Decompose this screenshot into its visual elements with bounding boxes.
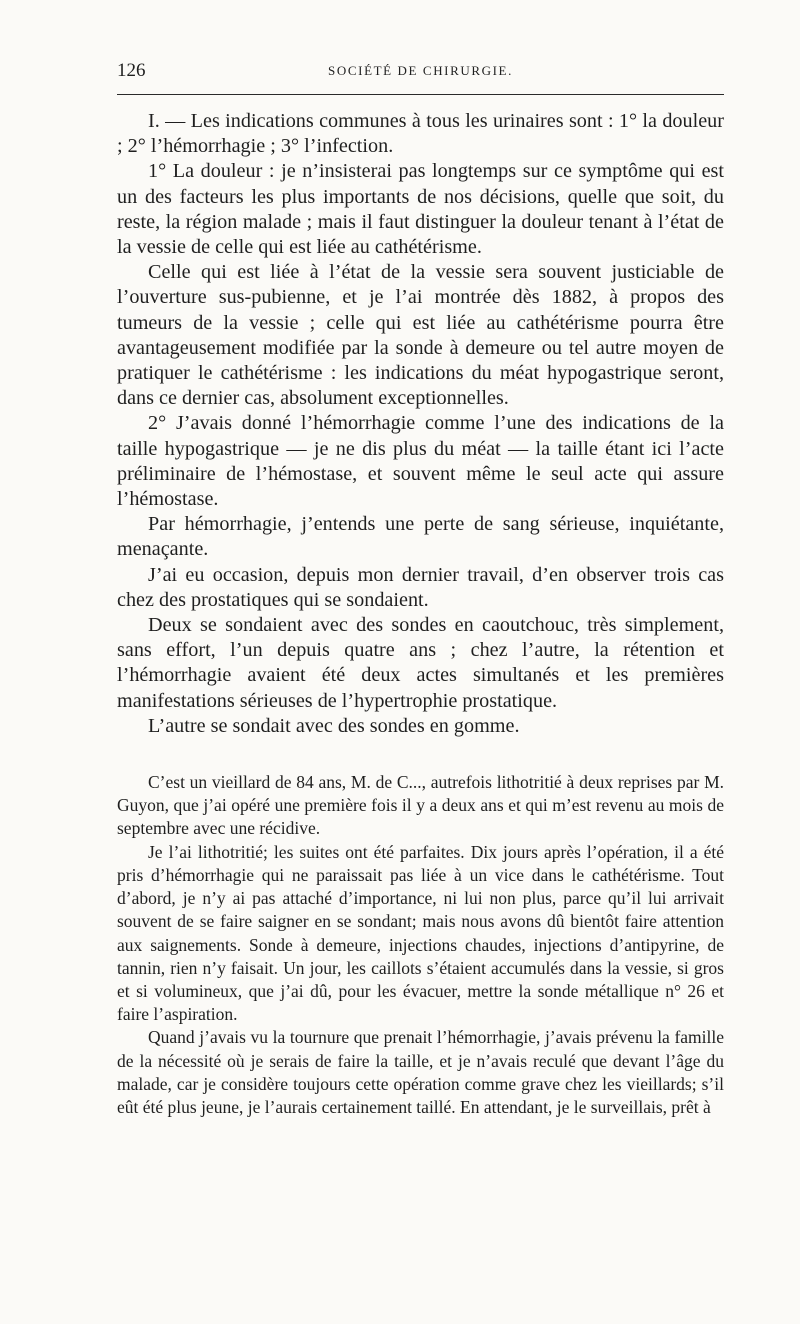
paragraph-cases: J’ai eu occasion, depuis mon dernier travail, d’en observer trois cas chez des prostatiques qui se sondaient. bbox=[117, 563, 724, 611]
observation-paragraph-3: Quand j’avais vu la tournure que prenait l’hémorrhagie, j’avais prévenu la famille de la nécessité où je serais de faire la taille, et je n’avais reculé que devant l’âge du malade, car je considère toujours cette opération comme grave chez les vieillards; s’il eût été plus jeune, je l’aurais certainement taillé. En attendant, je le surveillais, prêt à bbox=[117, 1027, 724, 1117]
paragraph-indications: I. — Les indications communes à tous les urinaires sont : 1° la douleur ; 2° l’hémorrhagie ; 3° l’infection. bbox=[117, 110, 724, 158]
page-header bbox=[117, 58, 724, 88]
paragraph-douleur: 1° La douleur : je n’insisterai pas longtemps sur ce symptôme qui est un des facteurs les plus importants de nos décisions, quelle que soit, du reste, la région malade ; mais il faut distinguer la douleur tenant à l’état de la vessie de celle qui est liée au cathétérisme. bbox=[117, 160, 724, 259]
observation-paragraph-1: C’est un vieillard de 84 ans, M. de C..., autrefois lithotritié à deux reprises par M. Guyon, que j’ai opéré une première fois il y a deux ans et qui m’est revenu au mois de septembre avec une récidive. bbox=[117, 772, 724, 839]
paragraph-vessie: Celle qui est liée à l’état de la vessie sera souvent justiciable de l’ouverture sus-pubienne, et je l’ai montrée dès 1882, à propos des tumeurs de la vessie ; celle qui est liée au cathétérisme pourra être avantageusement modifiée par la sonde à demeure ou tel autre moyen de pratiquer le cathétérisme : les indications du méat hypogastrique seront, dans ce dernier cas, absolument exceptionnelles. bbox=[117, 261, 724, 410]
page-number: 126 bbox=[117, 60, 146, 81]
paragraph-two-cases: Deux se sondaient avec des sondes en caoutchouc, très simplement, sans effort, l’un depuis quatre ans ; chez l’autre, la rétention et l’hémorrhagie avaient été deux actes simultanés et les premières manifestations sérieuses de l’hypertrophie prostatique. bbox=[117, 614, 724, 712]
header-rule bbox=[117, 94, 724, 95]
observation-paragraph-2: Je l’ai lithotritié; les suites ont été parfaites. Dix jours après l’opération, il a été pris d’hémorrhagie qui ne paraissait pas liée à un vice dans le cathétérisme. Tout d’abord, je n’y ai pas attaché d’importance, ni lui non plus, parce qu’il lui arrivait souvent de se faire saigner en se sondant; mais nous avons dû bientôt faire attention aux saignements. Sonde à demeure, injections chaudes, injections d’antipyrine, de tannin, rien n’y faisait. Un jour, les caillots s’étaient accumulés dans la vessie, si gros et si volumineux, que j’ai dû, pour les évacuer, mettre la sonde métallique n° 26 et faire l’aspiration. bbox=[117, 841, 724, 1025]
paragraph-third-case: L’autre se sondait avec des sondes en gomme. bbox=[148, 714, 520, 737]
paragraph-hemorrhagie: 2° J’avais donné l’hémorrhagie comme l’une des indications de la taille hypogastrique — je ne dis plus du méat — la taille étant ici l’acte préliminaire de l’hémostase, et souvent même le seul acte qui assure l’hémostase. bbox=[117, 412, 724, 511]
running-head: SOCIÉTÉ DE CHIRURGIE. bbox=[328, 63, 513, 78]
observation-text bbox=[117, 771, 724, 1119]
paragraph-definition: Par hémorrhagie, j’entends une perte de sang sérieuse, inquiétante, menaçante. bbox=[117, 513, 724, 561]
book-page bbox=[117, 58, 724, 1119]
main-text bbox=[117, 109, 724, 739]
